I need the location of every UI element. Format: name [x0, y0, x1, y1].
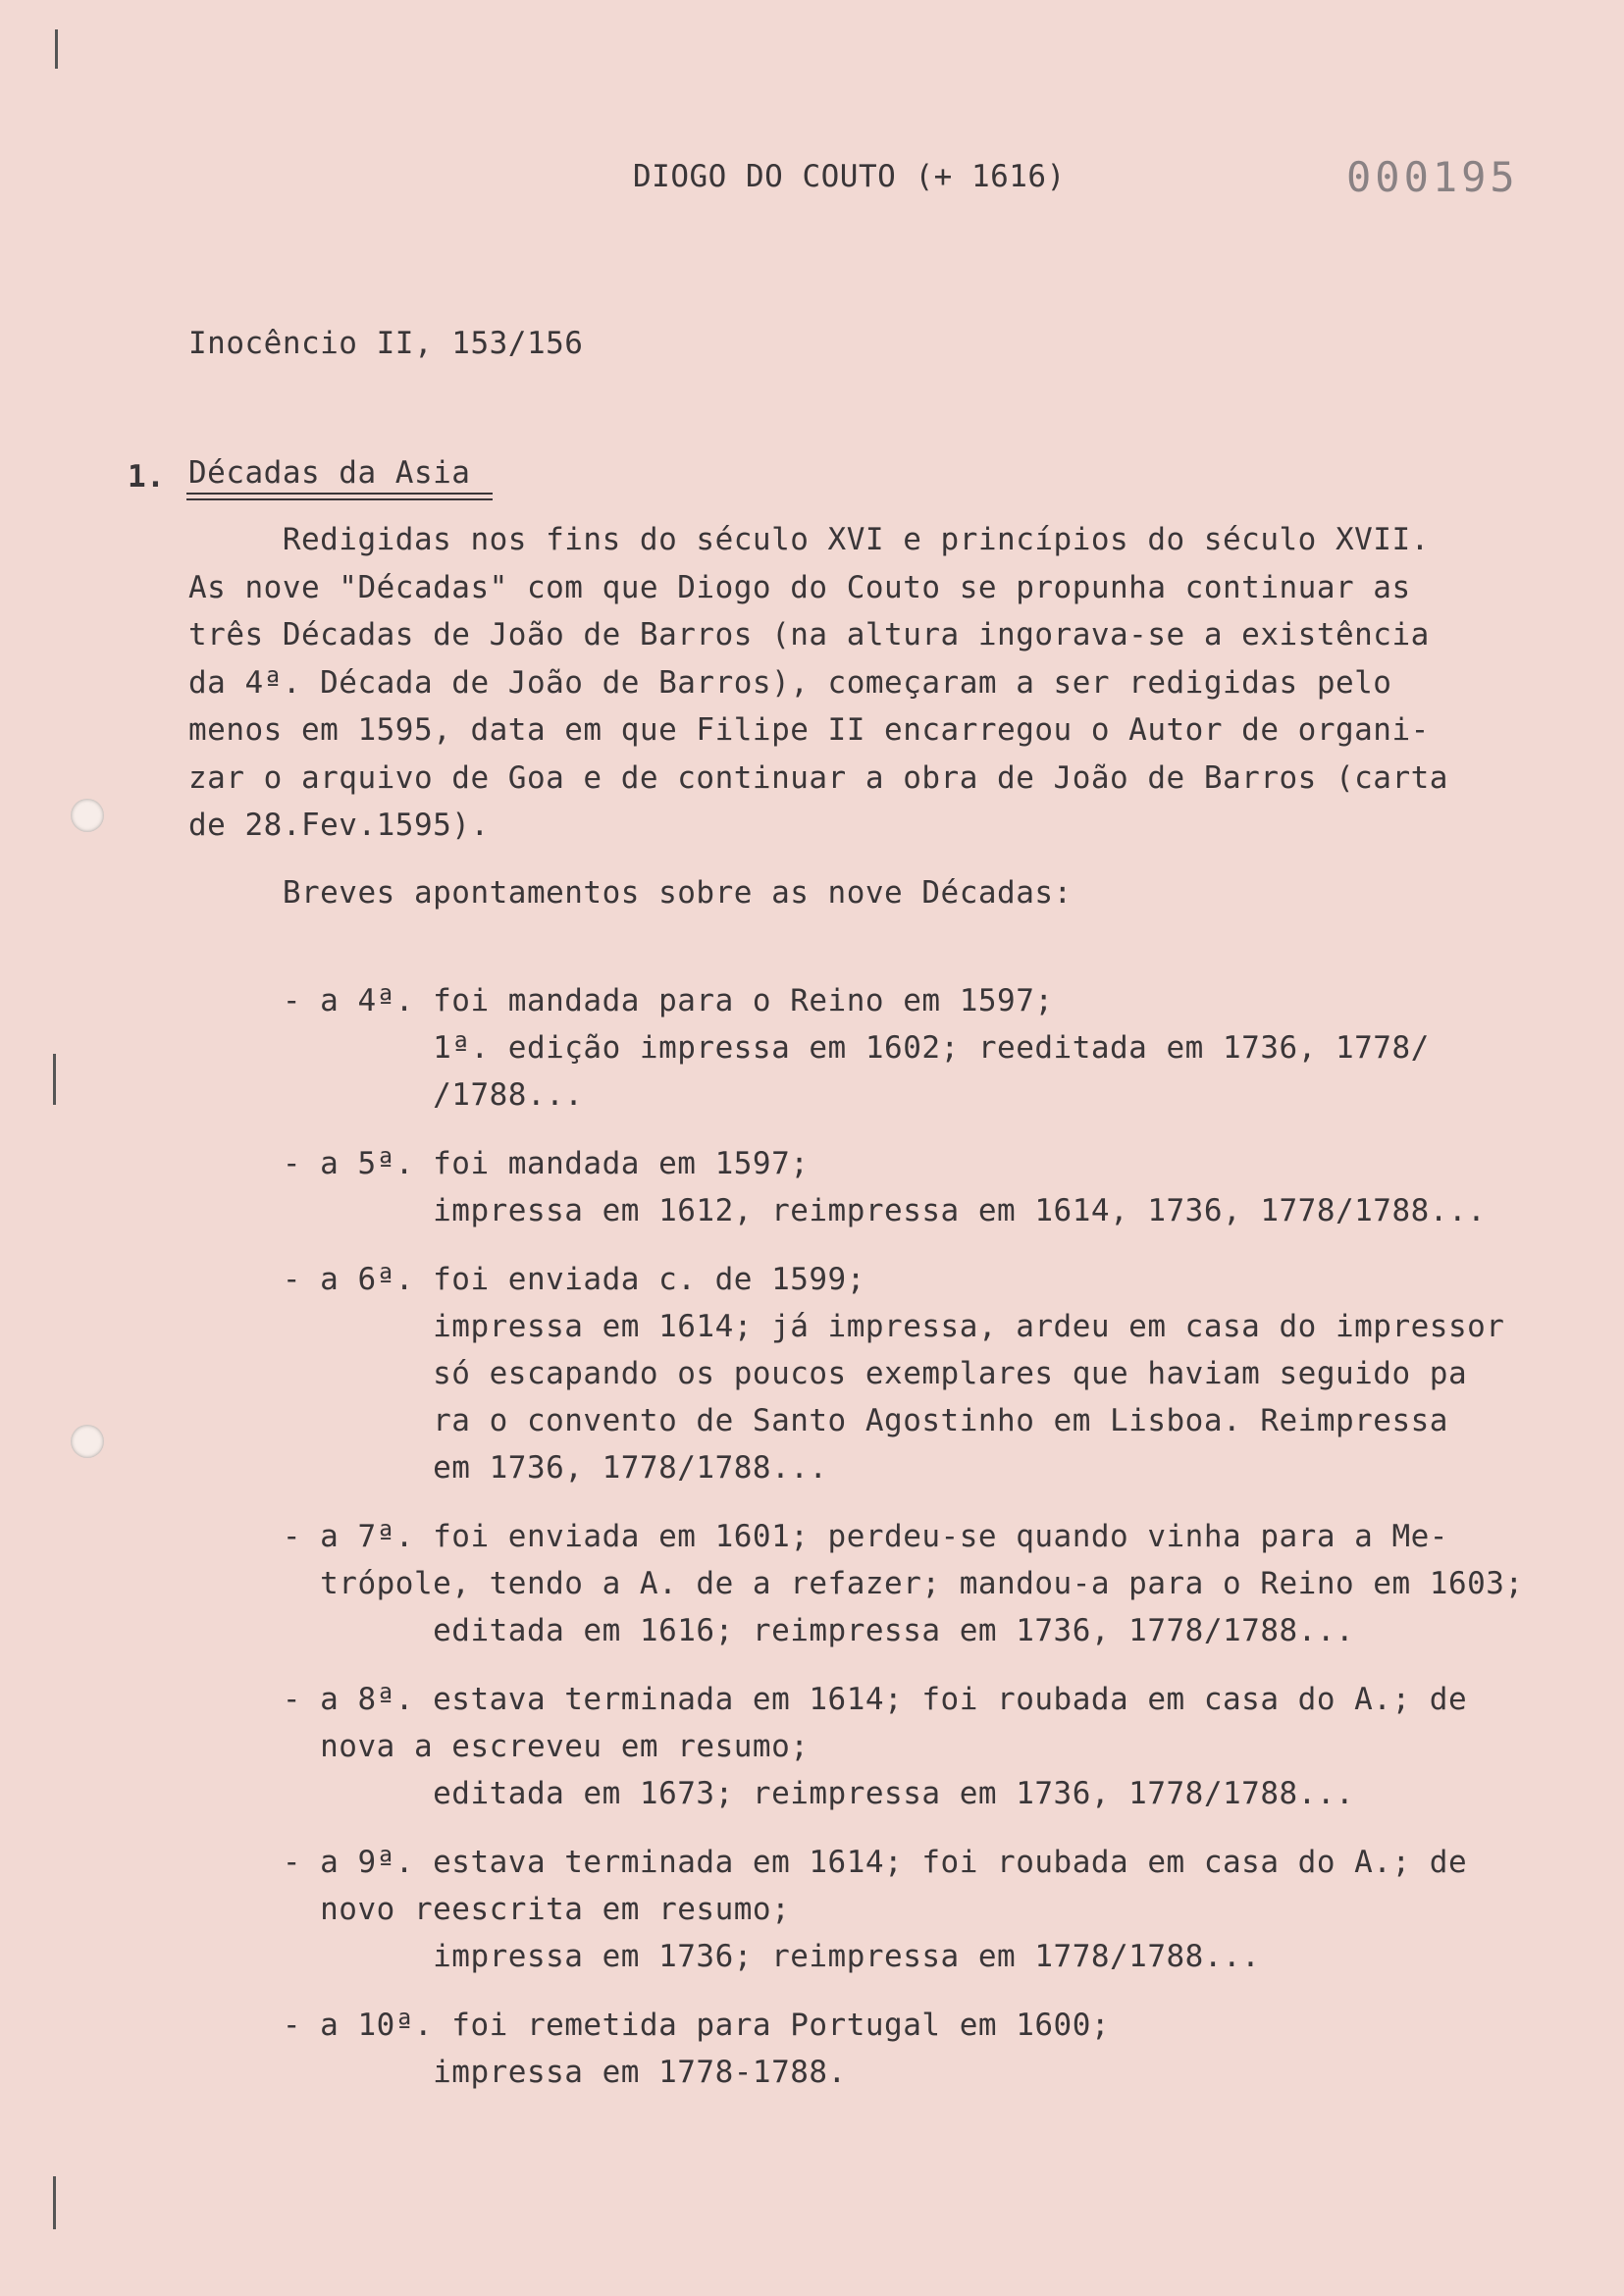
list-line: nova a escreveu em resumo; [188, 1729, 810, 1764]
section-title: Décadas da Asia [188, 455, 471, 491]
list-line: impressa em 1736; reimpressa em 1778/1788... [188, 1939, 1261, 1974]
punch-hole-lower [71, 1425, 104, 1458]
paragraph-line: Redigidas nos fins do século XVI e princípios do século XVII. [188, 522, 1430, 557]
margin-mark-middle [53, 1054, 56, 1105]
reference-line: Inocêncio II, 153/156 [188, 326, 584, 361]
intro-line: Breves apontamentos sobre as nove Décadas: [188, 875, 1073, 911]
list-line: editada em 1673; reimpressa em 1736, 1778/1788... [188, 1776, 1355, 1811]
list-line: 1ª. edição impressa em 1602; reeditada em 1736, 1778/ [188, 1030, 1430, 1066]
list-line: - a 6ª. foi enviada c. de 1599; [188, 1262, 865, 1297]
list-line: só escapando os poucos exemplares que haviam seguido pa [188, 1356, 1468, 1391]
punch-hole-upper [71, 799, 104, 832]
margin-mark-bottom [53, 2176, 56, 2229]
list-line: - a 5ª. foi mandada em 1597; [188, 1146, 810, 1181]
list-line: - a 9ª. estava terminada em 1614; foi roubada em casa do A.; de [188, 1845, 1468, 1880]
margin-mark-top [55, 29, 58, 69]
list-line: em 1736, 1778/1788... [188, 1450, 828, 1486]
list-line: - a 7ª. foi enviada em 1601; perdeu-se quando vinha para a Me- [188, 1519, 1448, 1554]
paragraph-line: três Décadas de João de Barros (na altura ingorava-se a existência [188, 617, 1430, 652]
list-line: impressa em 1614; já impressa, ardeu em casa do impressor [188, 1309, 1505, 1344]
page-number-stamp: 000195 [1346, 153, 1519, 201]
list-line: novo reescrita em resumo; [188, 1892, 791, 1927]
paragraph-line: da 4ª. Década de João de Barros), começaram a ser redigidas pelo [188, 664, 1392, 701]
header-title: DIOGO DO COUTO (+ 1616) [633, 159, 1066, 194]
paragraph-line: As nove "Décadas" com que Diogo do Couto se propunha continuar as [188, 569, 1411, 605]
paragraph-line: menos em 1595, data em que Filipe II encarregou o Autor de organi- [188, 712, 1430, 748]
section-number: 1. [128, 459, 166, 495]
list-line: impressa em 1778-1788. [188, 2055, 847, 2090]
section-title-underline [186, 493, 493, 495]
list-line: - a 4ª. foi mandada para o Reino em 1597; [188, 983, 1054, 1018]
list-line: ra o convento de Santo Agostinho em Lisboa. Reimpressa [188, 1403, 1448, 1438]
paragraph-line: de 28.Fev.1595). [188, 808, 490, 843]
list-line: impressa em 1612, reimpressa em 1614, 1736, 1778/1788... [188, 1193, 1487, 1228]
list-line: /1788... [188, 1077, 584, 1113]
list-line: trópole, tendo a A. de a refazer; mandou-a para o Reino em 1603; [188, 1566, 1524, 1601]
paragraph-line: zar o arquivo de Goa e de continuar a obra de João de Barros (carta [188, 759, 1448, 796]
list-line: - a 8ª. estava terminada em 1614; foi roubada em casa do A.; de [188, 1682, 1468, 1717]
list-line: - a 10ª. foi remetida para Portugal em 1600; [188, 2008, 1111, 2043]
list-line: editada em 1616; reimpressa em 1736, 1778/1788... [188, 1613, 1355, 1648]
section-title-underline-double [186, 498, 493, 500]
